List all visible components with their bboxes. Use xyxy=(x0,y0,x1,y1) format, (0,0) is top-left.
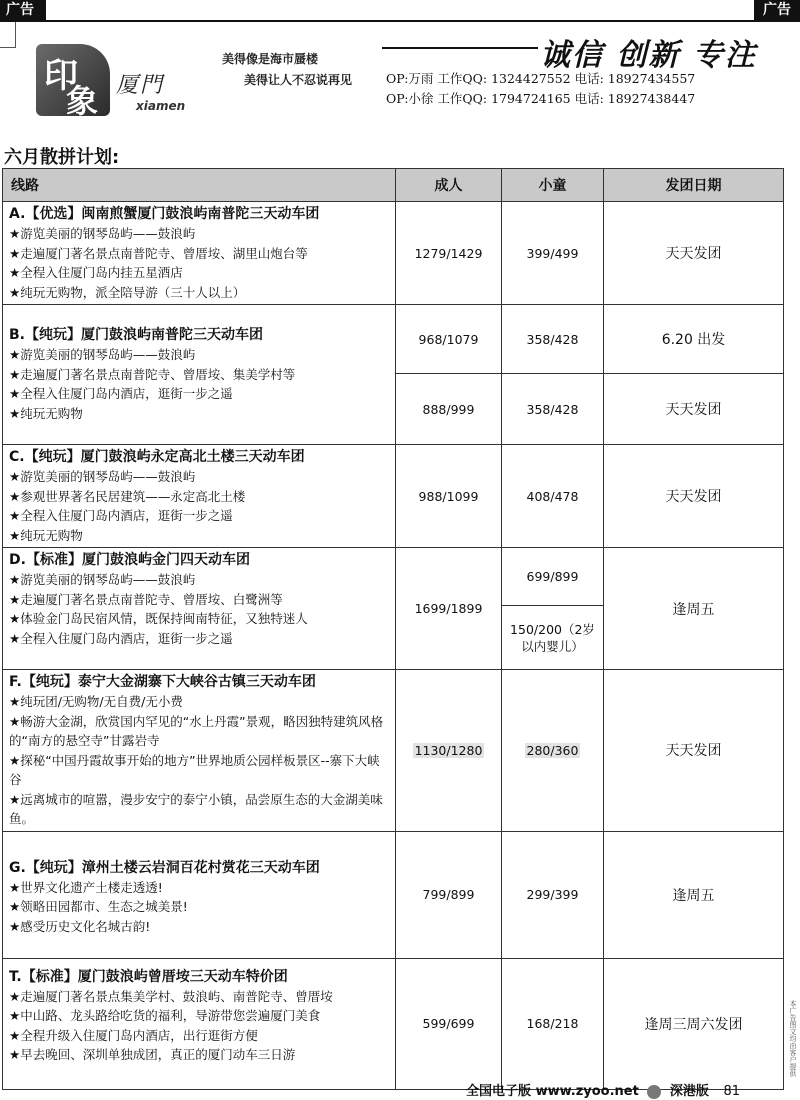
brand-rule xyxy=(382,47,538,49)
table-header-row xyxy=(3,169,784,202)
route-title: T.【标准】厦门鼓浪屿曾厝垵三天动车特价团 xyxy=(9,968,288,985)
child-price xyxy=(502,670,604,832)
table-row xyxy=(3,831,784,958)
child-price: 399/499 xyxy=(502,202,604,305)
route-cell xyxy=(3,831,396,958)
departure-date: 天天发团 xyxy=(604,202,784,305)
route-feature: ★纯玩无购物，派全陪导游（三十人以上） xyxy=(9,284,246,300)
route-cell xyxy=(3,305,396,445)
departure-date: 逢周三周六发团 xyxy=(604,958,784,1089)
departure-date: 6.20 出发 xyxy=(604,305,784,374)
logo-glyph-1: 印 xyxy=(44,56,78,96)
child-price: 168/218 xyxy=(502,958,604,1089)
route-feature: ★早去晚回、深圳单独成团，真正的厦门动车三日游 xyxy=(9,1047,296,1062)
child-price: 408/478 xyxy=(502,445,604,548)
top-rule xyxy=(0,20,800,22)
route-feature: ★纯玩无购物 xyxy=(9,527,83,543)
page-footer xyxy=(466,1080,740,1099)
op-contact-2: OP:小徐 工作QQ: 1794724165 电话: 18927438447 xyxy=(386,91,696,106)
logo-mark xyxy=(36,44,110,120)
ad-label-left: 广告 xyxy=(0,0,46,20)
departure-date: 天天发团 xyxy=(604,374,784,445)
route-feature: ★体验金门岛民宿风情，既保持闽南特征，又独特迷人 xyxy=(9,611,308,626)
route-feature: ★走遍厦门著名景点集美学村、鼓浪屿、南普陀寺、曾厝垵 xyxy=(9,988,333,1004)
adult-price: 599/699 xyxy=(396,958,502,1089)
route-feature: ★全程入住厦门岛内挂五星酒店 xyxy=(9,265,183,280)
route-title: B.【纯玩】厦门鼓浪屿南普陀三天动车团 xyxy=(9,327,263,343)
table-row xyxy=(3,958,784,1089)
route-feature: ★全程入住厦门岛内酒店，逛街一步之遥 xyxy=(9,508,233,523)
route-cell xyxy=(3,202,396,305)
logo-glyph-2: 象 xyxy=(66,82,99,120)
logo-en: xiamen xyxy=(136,99,186,113)
child-price: 358/428 xyxy=(502,305,604,374)
route-feature: ★走遍厦门著名景点南普陀寺、曾厝垵、白鹭洲等 xyxy=(9,591,283,607)
adult-price-value: 1130/1280 xyxy=(414,742,483,758)
route-feature: ★走遍厦门著名景点南普陀寺、曾厝垵、湖里山炮台等 xyxy=(9,245,308,261)
tour-table xyxy=(2,168,784,1090)
route-feature: ★纯玩无购物 xyxy=(9,405,83,421)
adult-price: 1699/1899 xyxy=(396,548,502,670)
child-price: 358/428 xyxy=(502,374,604,445)
route-feature: ★游览美丽的钢琴岛屿——鼓浪屿 xyxy=(9,347,196,362)
adult-price: 1279/1429 xyxy=(396,202,502,305)
adult-price: 799/899 xyxy=(396,831,502,958)
col-header-route: 线路 xyxy=(3,169,396,202)
route-feature: ★领略田园都市、生态之城美景! xyxy=(9,899,188,914)
table-row xyxy=(3,305,784,374)
table-row xyxy=(3,202,784,305)
adult-price: 988/1099 xyxy=(396,445,502,548)
route-feature: ★中山路、龙头路给吃货的福利，导游带您尝遍厦门美食 xyxy=(9,1008,321,1023)
route-cell xyxy=(3,670,396,832)
table-row xyxy=(3,445,784,548)
route-title: A.【优选】闽南煎蟹厦门鼓浪屿南普陀三天动车团 xyxy=(9,206,320,222)
route-cell xyxy=(3,445,396,548)
adult-price: 888/999 xyxy=(396,374,502,445)
route-feature: ★远离城市的喧嚣，漫步安宁的泰宁小镇，品尝原生态的大金湖美味鱼。 xyxy=(9,791,383,826)
route-cell xyxy=(3,548,396,670)
route-title: C.【纯玩】厦门鼓浪屿永定高北土楼三天动车团 xyxy=(9,449,305,465)
footer-edition: 深港版 xyxy=(669,1084,709,1099)
route-feature: ★纯玩团/无购物/无自费/无小费 xyxy=(9,694,183,709)
route-feature: ★全程入住厦门岛内酒店，逛街一步之遥 xyxy=(9,630,233,646)
route-feature: ★全程升级入住厦门岛内酒店，出行逛街方便 xyxy=(9,1027,258,1043)
adult-price: 968/1079 xyxy=(396,305,502,374)
child-price: 299/399 xyxy=(502,831,604,958)
route-feature: ★游览美丽的钢琴岛屿——鼓浪屿 xyxy=(9,469,196,484)
section-title: 六月散拼计划: xyxy=(4,147,120,168)
xiamen-logo xyxy=(36,44,186,120)
route-cell xyxy=(3,958,396,1089)
child-price-infant: 150/200（2岁以内婴儿） xyxy=(502,606,604,670)
col-header-child: 小童 xyxy=(502,169,604,202)
table-row xyxy=(3,670,784,832)
route-feature: ★走遍厦门著名景点南普陀寺、曾厝垵、集美学村等 xyxy=(9,366,296,382)
departure-date: 天天发团 xyxy=(604,670,784,832)
slogan-2: 美得让人不忍说再见 xyxy=(244,73,353,87)
route-feature: ★感受历史文化名城古韵! xyxy=(9,918,151,934)
departure-date: 天天发团 xyxy=(604,445,784,548)
op-contact-1: OP:万雨 工作QQ: 1324427552 电话: 18927434557 xyxy=(386,71,696,86)
footer-site: 全国电子版 www.zyoo.net xyxy=(466,1084,639,1099)
route-title: G.【纯玩】漳州土楼云岩洞百花村赏花三天动车团 xyxy=(9,859,320,876)
departure-date: 逢周五 xyxy=(604,548,784,670)
child-price-value: 280/360 xyxy=(526,742,579,758)
route-feature: ★探秘“中国丹霞故事开始的地方”世界地质公园样板景区--寨下大峡谷 xyxy=(9,752,380,787)
route-feature: ★世界文化遗产土楼走透透! xyxy=(9,879,163,895)
col-header-date: 发团日期 xyxy=(604,169,784,202)
route-title: D.【标准】厦门鼓浪屿金门四天动车团 xyxy=(9,552,250,568)
circle-icon xyxy=(647,1085,661,1099)
col-header-adult: 成人 xyxy=(396,169,502,202)
logo-cn: 厦門 xyxy=(116,73,165,98)
table-row xyxy=(3,548,784,606)
page-number: 81 xyxy=(723,1084,740,1099)
route-feature: ★全程入住厦门岛内酒店，逛街一步之遥 xyxy=(9,386,233,401)
route-feature: ★游览美丽的钢琴岛屿——鼓浪屿 xyxy=(9,572,196,587)
brand-slogan: 诚信 创新 专注 xyxy=(540,38,757,73)
route-title: F.【纯玩】泰宁大金湖寨下大峡谷古镇三天动车团 xyxy=(9,674,316,690)
corner-box xyxy=(0,22,16,48)
child-price: 699/899 xyxy=(502,548,604,606)
ad-label-right: 广告 xyxy=(754,0,800,20)
slogan-1: 美得像是海市蜃楼 xyxy=(222,52,319,66)
departure-date: 逢周五 xyxy=(604,831,784,958)
route-feature: ★参观世界著名民居建筑——永定高北土楼 xyxy=(9,488,246,504)
side-note: 本广告图文均由客户提供 xyxy=(789,1000,797,1077)
route-feature: ★畅游大金湖，欣赏国内罕见的“水上丹霞”景观，略因独特建筑风格的“南方的悬空寺”甘露岩寺 xyxy=(9,713,384,748)
adult-price xyxy=(396,670,502,832)
route-feature: ★游览美丽的钢琴岛屿——鼓浪屿 xyxy=(9,226,196,241)
